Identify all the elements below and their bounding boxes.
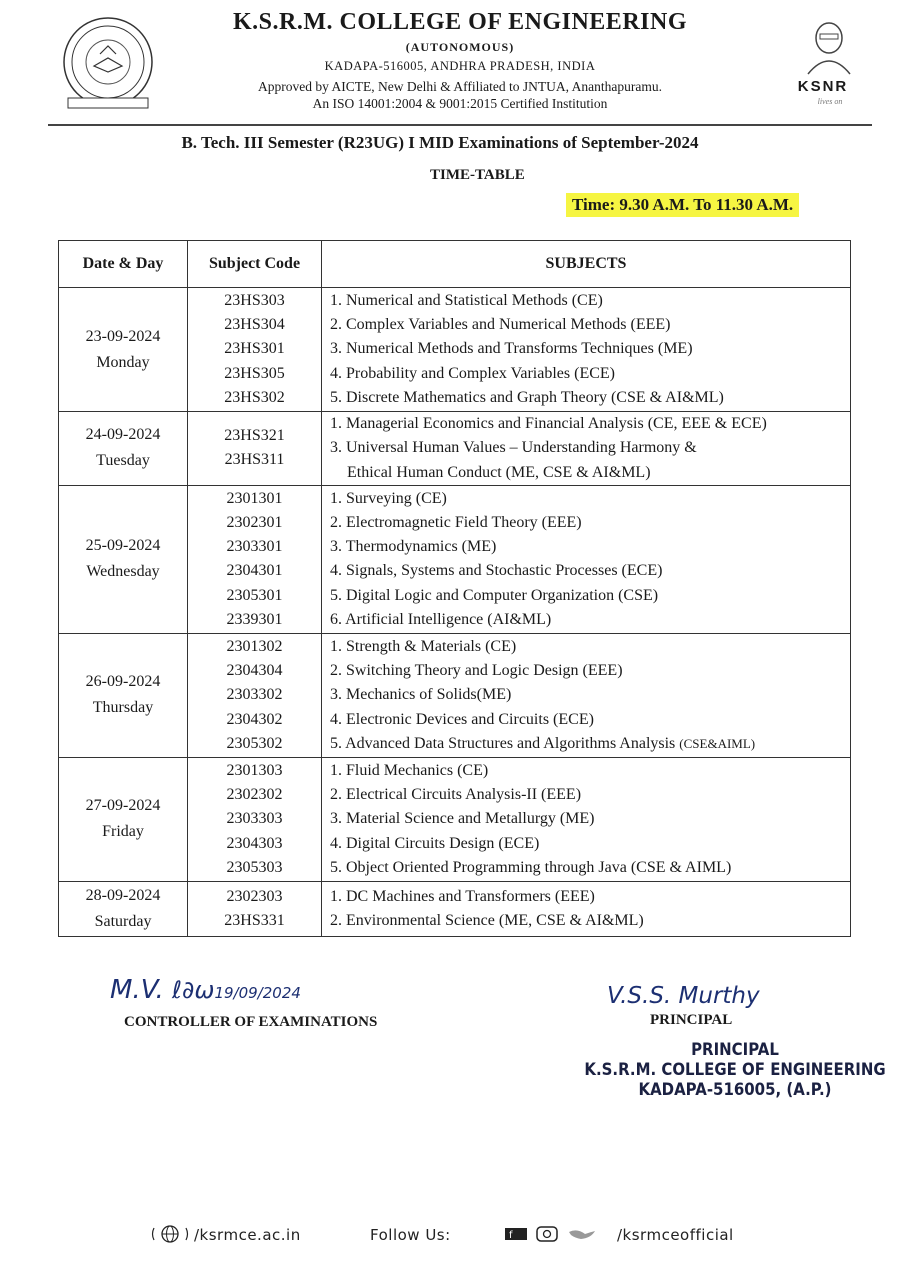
exam-day: Friday [102,823,144,841]
date-day-cell [59,881,188,936]
subjects-cell [322,881,851,936]
ksnr-logo-text: KSNR [797,78,849,95]
subject-name [330,386,850,410]
subject-name [330,461,850,485]
subject-text: 3. Mechanics of Solids(ME) [330,686,512,704]
subject-name [330,289,850,313]
header-divider [48,124,872,126]
subject-text: Ethical Human Conduct (ME, CSE & AI&ML) [347,463,651,481]
subject-text: 3. Material Science and Metallurgy (ME) [330,810,595,828]
subject-code: 2303302 [226,686,283,704]
stamp-line: K.S.R.M. COLLEGE OF ENGINEERING [584,1060,886,1080]
subject-name [330,535,850,559]
twitter-icon [569,1230,595,1239]
subject-code: 2303303 [226,810,283,828]
subject-name [330,584,850,608]
subject-code: 2304302 [226,710,283,728]
exam-date: 25-09-2024 [85,537,161,555]
subject-codes-cell [188,757,322,881]
table-row [59,881,851,936]
subject-code: 2302302 [226,785,283,803]
subject-text: 2. Complex Variables and Numerical Methods (EEE) [330,316,671,334]
subject-codes-cell [188,881,322,936]
subject-name [330,635,850,659]
facebook-icon [505,1228,527,1241]
iso-certification: An ISO 14001:2004 & 9001:2015 Certified Institution [312,96,608,111]
exam-title: B. Tech. III Semester (R23UG) I MID Examinations of September-2024 [181,133,699,152]
subject-text: 1. Managerial Economics and Financial Analysis (CE, EEE & ECE) [330,415,767,432]
subject-name [330,487,850,511]
table-row [59,288,851,412]
subject-code: 2339301 [226,610,283,628]
subject-name [330,337,850,361]
exam-day: Thursday [92,699,154,717]
exam-time: Time: 9.30 A.M. To 11.30 A.M. [566,193,799,217]
principal-title: PRINCIPAL [650,1012,733,1028]
subject-text: 3. Numerical Methods and Transforms Techniques (ME) [330,340,693,358]
exam-date: 28-09-2024 [85,886,161,904]
subject-name [330,412,850,436]
subject-text: 4. Electronic Devices and Circuits (ECE) [330,710,594,728]
college-seal-logo [58,14,158,114]
subjects-cell [322,485,851,633]
stamp-line: KADAPA-516005, (A.P.) [638,1080,832,1100]
exam-day: Saturday [94,912,152,930]
subject-code: 23HS305 [224,364,285,382]
subject-text: 5. Discrete Mathematics and Graph Theory (CSE & AI&ML) [330,388,724,406]
timetable-label: TIME-TABLE [430,167,525,183]
subject-text: 2. Environmental Science (ME, CSE & AI&ML) [330,911,644,929]
subject-text: 5. Object Oriented Programming through Java (CSE & AIML) [330,858,732,876]
subject-text: 1. Fluid Mechanics (CE) [330,761,489,779]
coe-signature-initials: M.V. [110,975,164,1005]
subject-code: 2304303 [226,834,283,852]
subject-text: 1. Numerical and Statistical Methods (CE) [330,291,603,309]
exam-date: 23-09-2024 [85,327,161,345]
subject-name [330,608,850,632]
approval-line: Approved by AICTE, New Delhi & Affiliated to JNTUA, Ananthapuramu. [258,79,662,94]
exam-date: 24-09-2024 [85,426,161,444]
header-subjects: SUBJECTS [322,241,851,288]
svg-text:f: f [509,1230,513,1241]
header-subject-code: Subject Code [188,241,322,288]
date-day-cell [59,757,188,881]
subject-name [330,783,850,807]
exam-date: 27-09-2024 [85,797,161,815]
social-handle[interactable]: /ksrmceofficial [617,1226,734,1244]
subject-codes-cell [188,485,322,633]
timetable [58,240,851,937]
subject-text: 3. Universal Human Values – Understanding Harmony & [330,439,697,457]
date-day-cell [59,412,188,486]
subject-code: 2304301 [226,562,283,580]
subject-text: 2. Electromagnetic Field Theory (EEE) [330,513,582,531]
table-row [59,412,851,486]
subject-code: 2301301 [226,489,283,507]
subject-code: 2301303 [226,761,283,779]
subject-text: 3. Thermodynamics (ME) [330,538,497,556]
subject-name [330,807,850,831]
header-date-day: Date & Day [59,241,188,288]
date-day-cell [59,633,188,757]
subjects-cell [322,633,851,757]
principal-stamp [581,1040,889,1100]
coe-signature: M.V. ℓ∂ω19/09/2024 [110,975,301,1005]
subjects-cell [322,757,851,881]
date-day-cell [59,485,188,633]
subject-text: 5. Digital Logic and Computer Organization (CSE) [330,586,659,604]
subject-code: 2301302 [226,637,283,655]
subject-text: 2. Switching Theory and Logic Design (EEE) [330,661,623,679]
date-day-cell [59,288,188,412]
stamp-line: PRINCIPAL [691,1040,779,1060]
subject-text: 4. Probability and Complex Variables (ECE) [330,364,615,382]
subject-code: 23HS331 [224,911,285,929]
coe-title: CONTROLLER OF EXAMINATIONS [124,1014,378,1030]
subject-code: 23HS321 [224,427,285,445]
college-address: KADAPA-516005, ANDHRA PRADESH, INDIA [324,59,596,73]
subject-code: 2304304 [226,661,283,679]
subject-text: 1. Surveying (CE) [330,489,447,507]
subjects-cell [322,288,851,412]
subject-text: 4. Digital Circuits Design (ECE) [330,834,540,852]
subject-name [330,659,850,683]
subject-name [330,362,850,386]
table-row [59,485,851,633]
subject-text: 1. Strength & Materials (CE) [330,637,517,655]
subject-codes-cell [188,288,322,412]
subject-name [330,759,850,783]
subject-code: 2305302 [226,734,283,752]
subject-name [330,856,850,880]
subject-codes-cell [188,633,322,757]
social-icons [505,1226,605,1242]
subject-text: 2. Electrical Circuits Analysis-II (EEE) [330,785,582,803]
subject-name [330,885,850,909]
subject-name [330,732,850,756]
table-header-row [59,241,851,288]
college-name: K.S.R.M. COLLEGE OF ENGINEERING [232,9,687,35]
subjects-cell [322,412,851,486]
subject-text: 6. Artificial Intelligence (AI&ML) [330,610,552,628]
subject-branch-suffix: (CSE&AIML) [679,735,756,751]
instagram-icon [537,1227,557,1241]
exam-day: Tuesday [96,452,150,470]
subject-code: 23HS302 [224,388,285,406]
subject-name [330,436,850,460]
subject-code: 2302303 [226,887,283,905]
subject-code: 2305301 [226,586,283,604]
exam-day: Wednesday [86,563,160,581]
subject-code: 2302301 [226,513,283,531]
subject-codes-cell [188,412,322,486]
principal-signature: V.S.S. Murthy [607,983,760,1009]
follow-us-label: Follow Us: [370,1226,451,1244]
subject-name [330,511,850,535]
table-row [59,633,851,757]
subject-code: 23HS303 [224,291,285,309]
subject-name [330,313,850,337]
website-link[interactable]: /ksrmce.ac.in [194,1226,301,1244]
autonomous-label: (AUTONOMOUS) [405,40,515,54]
subject-text: 4. Signals, Systems and Stochastic Processes (ECE) [330,562,663,580]
subject-name [330,708,850,732]
subject-name [330,559,850,583]
subject-code: 23HS301 [224,340,285,358]
subject-text: 5. Advanced Data Structures and Algorithms Analysis [330,734,676,752]
subject-code: 23HS304 [224,316,285,334]
subject-name [330,832,850,856]
coe-signature-date: 19/09/2024 [214,984,301,1002]
exam-day: Monday [96,353,150,371]
table-row [59,757,851,881]
founder-portrait-logo [796,16,862,78]
subject-code: 2305303 [226,858,283,876]
ksnr-logo-subtext: lives on [817,97,843,106]
subject-code: 2303301 [226,538,283,556]
subject-code: 23HS311 [224,451,285,469]
subject-name [330,909,850,933]
exam-date: 26-09-2024 [85,673,161,691]
subject-name [330,683,850,707]
globe-icon [150,1224,190,1244]
subject-text: 1. DC Machines and Transformers (EEE) [330,887,595,905]
